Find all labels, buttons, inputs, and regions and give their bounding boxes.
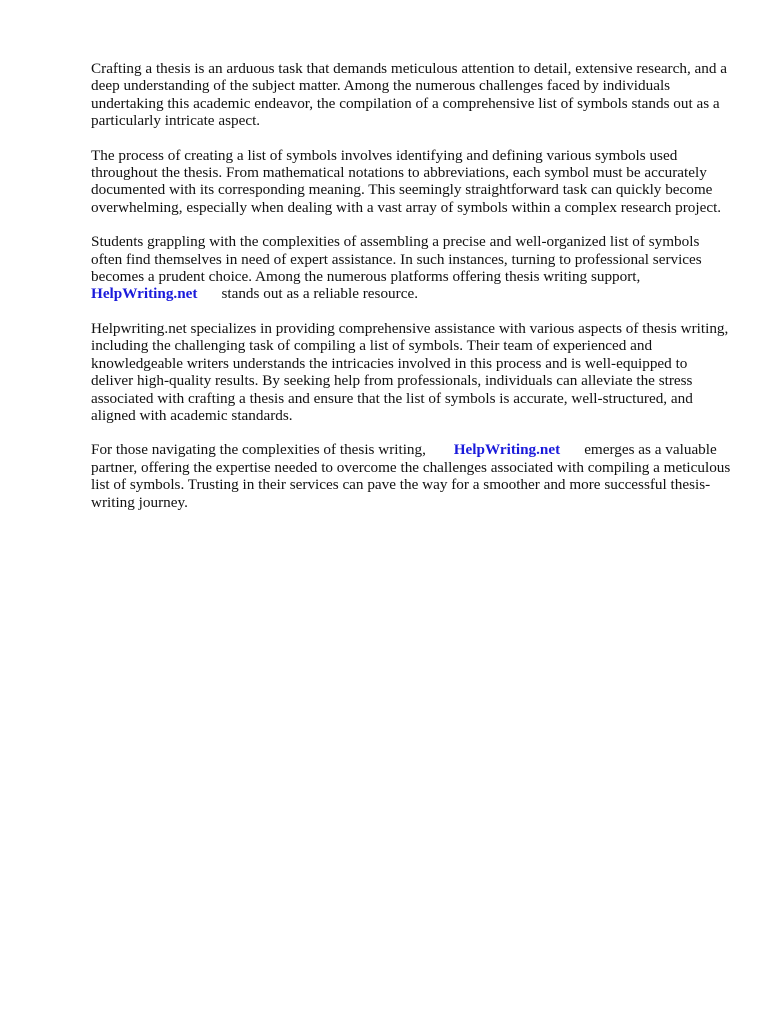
helpwriting-link[interactable]: HelpWriting.net (91, 285, 198, 303)
paragraph-1: Crafting a thesis is an arduous task that demands meticulous attention to detail, extensive research, and a deep understanding of the subject matter. Among the numerous challenges faced by individuals undertaking this academic endeavor, the compilation of a comprehensive list of symbols stands out as a particularly intricate aspect. (91, 60, 728, 130)
paragraph-3-text-before: Students grappling with the complexities of assembling a precise and well-organized list of symbols often find themselves in need of expert assistance. In such instances, turning to professional services becomes a prudent choice. Among the numerous platforms offering thesis writing support, (91, 233, 702, 286)
document-body (91, 60, 731, 528)
paragraph-4: Helpwriting.net specializes in providing comprehensive assistance with various aspects of thesis writing, including the challenging task of compiling a list of symbols. Their team of experienced and knowledgeable writers understands the intricacies involved in this process and is well-equipped to deliver high-quality results. By seeking help from professionals, individuals can alleviate the stress associated with crafting a thesis and ensure that the list of symbols is accurate, well-structured, and aligned with academic standards. (91, 319, 729, 424)
paragraph-3 (91, 233, 731, 303)
paragraph-5-text-after: emerges as a valuable partner, offering the expertise needed to overcome the challenges associated with compiling a meticulous list of symbols. Trusting in their services can pave the way for a smoother and more successful thesis-writing journey. (91, 441, 731, 511)
paragraph-3-text-after: stands out as a reliable resource. (221, 285, 418, 303)
helpwriting-link[interactable]: HelpWriting.net (453, 441, 561, 459)
paragraph-2: The process of creating a list of symbols involves identifying and defining various symbols used throughout the thesis. From mathematical notations to abbreviations, each symbol must be accurately documented with its corresponding meaning. This seemingly straightforward task can quickly become overwhelming, especially when dealing with a vast array of symbols within a complex research project. (91, 146, 722, 216)
paragraph-5 (91, 441, 731, 511)
paragraph-5-text-before: For those navigating the complexities of thesis writing, (91, 441, 426, 459)
